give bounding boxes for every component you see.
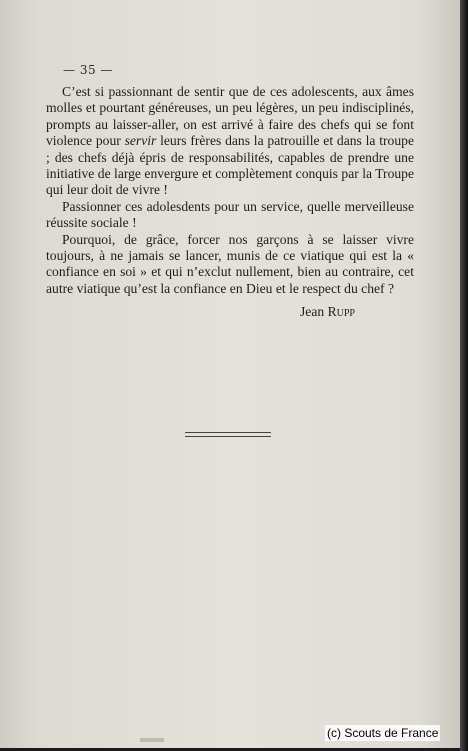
body-text <box>46 84 414 297</box>
paragraph-2: Passionner ces adolesdents pour un service, quelle merveilleuse réussite sociale ! <box>46 198 414 231</box>
scan-artifact <box>140 738 164 742</box>
author-last-name: Rupp <box>327 304 355 319</box>
section-divider <box>185 432 271 437</box>
author-first-name: Jean <box>300 304 325 319</box>
paragraph-3: Pourquoi, de grâce, forcer nos garçons à se laisser vivre toujours, à ne jamais se lancer, munis de ce viatique qui est la « confiance en soi » et qui n’exclut nullement, bien au contraire, cet autre viatique qu’est la confiance en Dieu et le respect du chef ? <box>46 231 414 296</box>
paragraph-1-start: C’est si passionnant de sentir que de ces adolescents, aux âmes molles et pourtant généreuses, un peu légères, un peu indisciplinés, prompts au laisser-aller, on est arrivé à faire des chefs qui se font violence pour <box>46 84 414 149</box>
emphasis-servir: servir <box>124 133 157 149</box>
page-edge-shadow <box>460 0 468 751</box>
page-number: — 35 — <box>63 63 113 77</box>
copyright-watermark: (c) Scouts de France <box>327 726 439 740</box>
paragraph-1-end: leurs frères dans la patrouille et dans la troupe ; des chefs déjà épris de responsabilités, capables de prendre une initiative de large envergure et complètement conquis par la Troupe qui leur doit de vivre ! <box>46 133 414 198</box>
paragraph-1 <box>46 84 414 199</box>
author-signature <box>300 304 355 320</box>
